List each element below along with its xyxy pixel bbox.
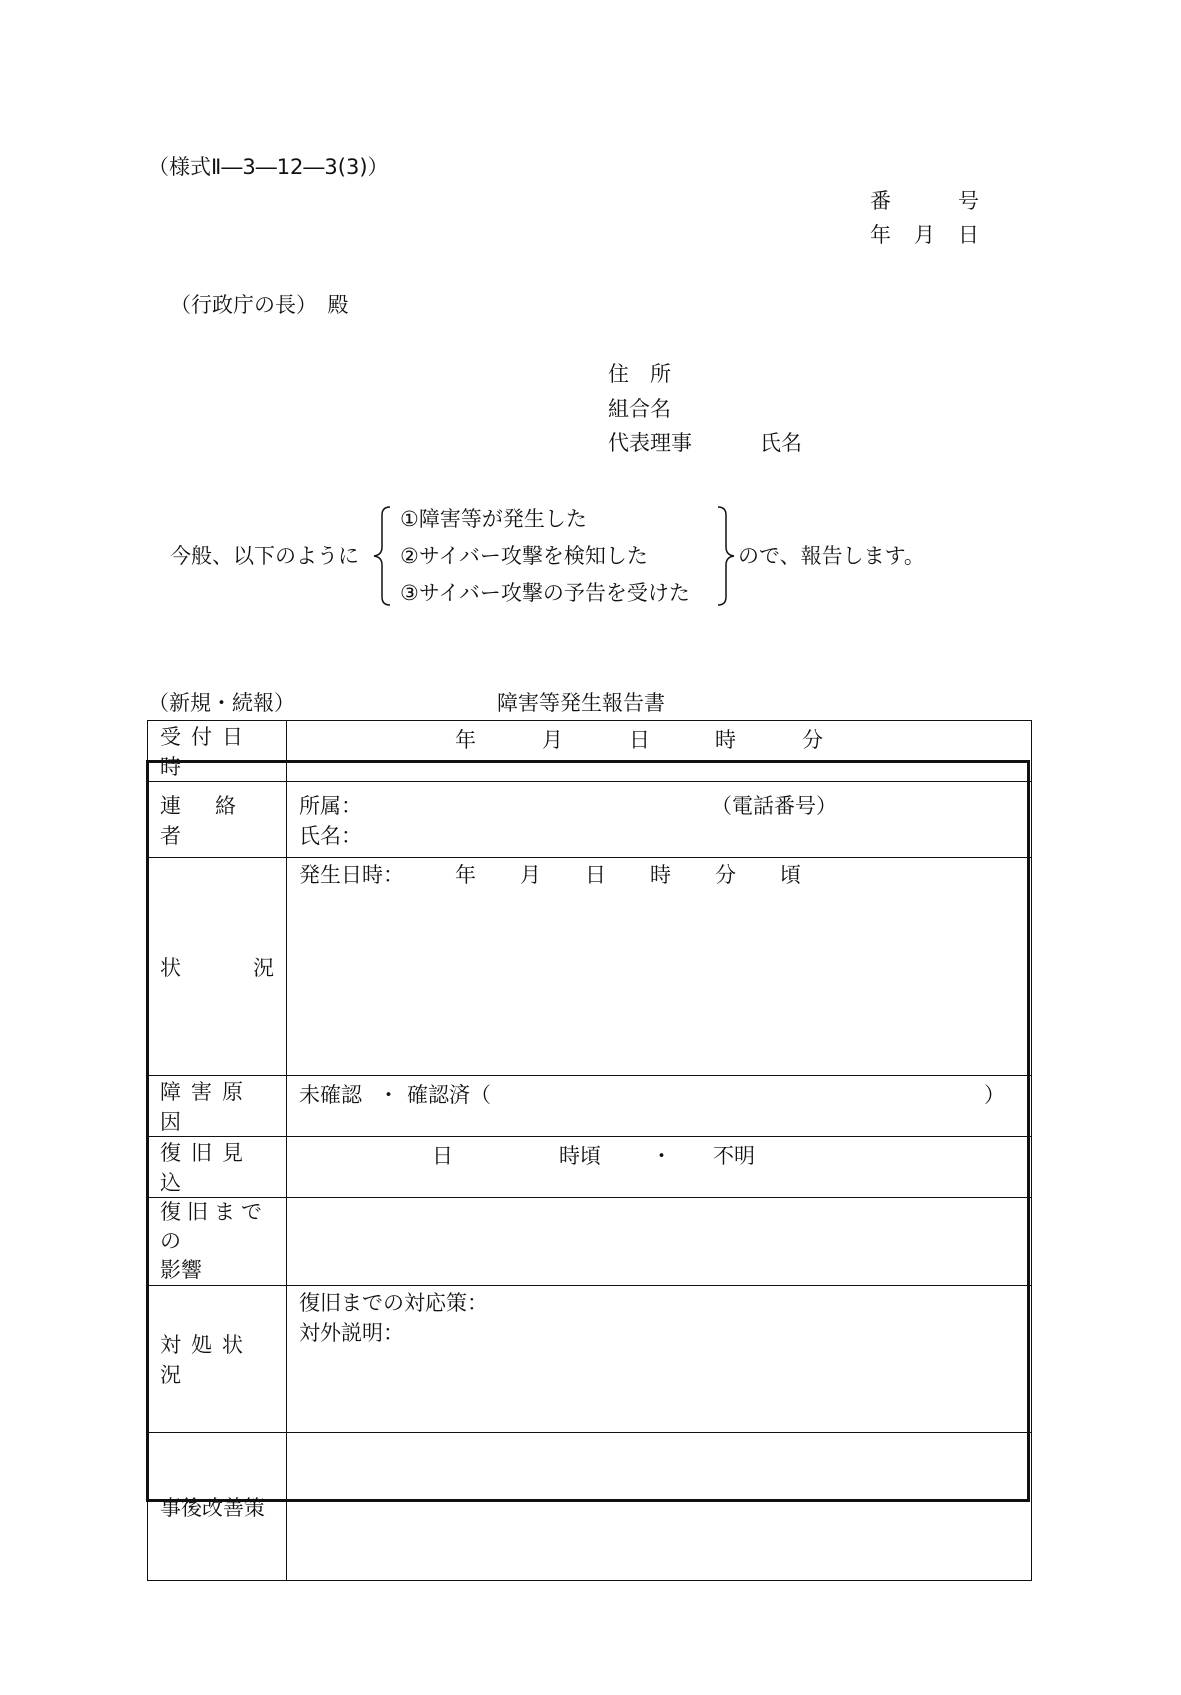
representative-label: 代表理事 <box>608 431 692 455</box>
situation-field[interactable] <box>287 858 1032 1076</box>
occurrence-month-unit: 月 <box>520 863 541 887</box>
number-label-suffix: 号 <box>958 189 979 213</box>
name-label: 氏名 <box>760 431 802 455</box>
response-label-text: 対処状況 <box>160 1333 253 1387</box>
recovery-row <box>148 1137 1032 1198</box>
situation-row <box>148 858 1032 1076</box>
date-year: 年 <box>870 223 891 247</box>
contact-name-label: 氏名： <box>299 824 362 848</box>
response-label <box>148 1329 286 1389</box>
recovery-field[interactable] <box>287 1137 1032 1198</box>
response-row <box>148 1286 1032 1433</box>
statement-suffix: ので、報告します。 <box>738 544 925 568</box>
received-month-unit: 月 <box>542 728 563 752</box>
recovery-separator: ・ <box>651 1144 672 1168</box>
occurrence-approx-unit: 頃 <box>780 863 801 887</box>
option-2: ②サイバー攻撃を検知した <box>400 544 648 568</box>
cause-field[interactable] <box>287 1076 1032 1137</box>
occurrence-year-unit: 年 <box>455 863 476 887</box>
occurrence-day-unit: 日 <box>585 863 606 887</box>
recovery-label <box>148 1137 286 1197</box>
improvement-label: 事後改善策 <box>160 1495 265 1520</box>
report-title: 障害等発生報告書 <box>497 691 665 715</box>
received-year-unit: 年 <box>455 728 476 752</box>
contact-label-text: 連絡者 <box>160 793 270 848</box>
date-day: 日 <box>958 223 979 247</box>
situation-label <box>148 952 286 982</box>
received-minute-unit: 分 <box>802 728 823 752</box>
external-explanation-label: 対外説明： <box>299 1321 404 1345</box>
affiliation-label: 所属： <box>299 794 362 818</box>
impact-label <box>148 1198 286 1285</box>
cause-row <box>148 1076 1032 1137</box>
countermeasure-label: 復旧までの対応策： <box>299 1291 488 1315</box>
cause-label <box>148 1076 286 1136</box>
report-table <box>147 720 1032 1581</box>
improvement-row <box>148 1433 1032 1581</box>
addressee: （行政庁の長） 殿 <box>170 293 349 317</box>
cause-label-text: 障害原因 <box>160 1080 253 1134</box>
received-hour-unit: 時 <box>715 728 736 752</box>
report-type-label: （新規・続報） <box>148 691 295 715</box>
received-label <box>148 721 286 781</box>
recovery-label-text: 復旧見込 <box>160 1141 253 1195</box>
cause-separator: ・ <box>378 1083 399 1107</box>
recovery-day-unit: 日 <box>432 1144 453 1168</box>
statement-prefix: 今般、以下のように <box>170 544 359 568</box>
left-brace <box>372 505 394 607</box>
received-day-unit: 日 <box>629 728 650 752</box>
contact-row <box>148 782 1032 858</box>
received-label-text: 受付日時 <box>160 725 253 779</box>
phone-label: （電話番号） <box>711 794 837 818</box>
right-brace <box>714 505 736 607</box>
received-datetime-field[interactable] <box>287 721 1032 782</box>
address-label: 住 所 <box>608 362 671 386</box>
date-month: 月 <box>914 223 935 247</box>
impact-field[interactable] <box>287 1198 1032 1286</box>
impact-label-line2: 影響 <box>160 1258 202 1282</box>
impact-label-line1: 復旧までの <box>160 1200 268 1253</box>
occurrence-minute-unit: 分 <box>715 863 736 887</box>
situation-label-1: 状 <box>160 955 181 980</box>
option-1: ①障害等が発生した <box>400 507 587 531</box>
contact-label <box>148 790 286 850</box>
impact-row <box>148 1198 1032 1286</box>
form-id: （様式Ⅱ―3―12―3(3)） <box>148 155 389 179</box>
received-row <box>148 721 1032 782</box>
option-3: ③サイバー攻撃の予告を受けた <box>400 581 690 605</box>
occurrence-hour-unit: 時 <box>650 863 671 887</box>
union-label: 組合名 <box>608 397 671 421</box>
contact-field[interactable] <box>287 782 1032 858</box>
recovery-hour-unit: 時頃 <box>559 1144 601 1168</box>
situation-label-2: 況 <box>253 955 274 980</box>
occurrence-label: 発生日時： <box>299 863 404 887</box>
improvement-field[interactable] <box>287 1433 1032 1581</box>
recovery-unknown[interactable]: 不明 <box>713 1144 755 1168</box>
response-field[interactable] <box>287 1286 1032 1433</box>
cause-unconfirmed[interactable]: 未確認 <box>299 1083 362 1107</box>
cause-close-paren: ） <box>984 1083 1005 1107</box>
cause-confirmed[interactable]: 確認済（ <box>407 1083 491 1107</box>
number-label: 番 <box>870 189 891 213</box>
